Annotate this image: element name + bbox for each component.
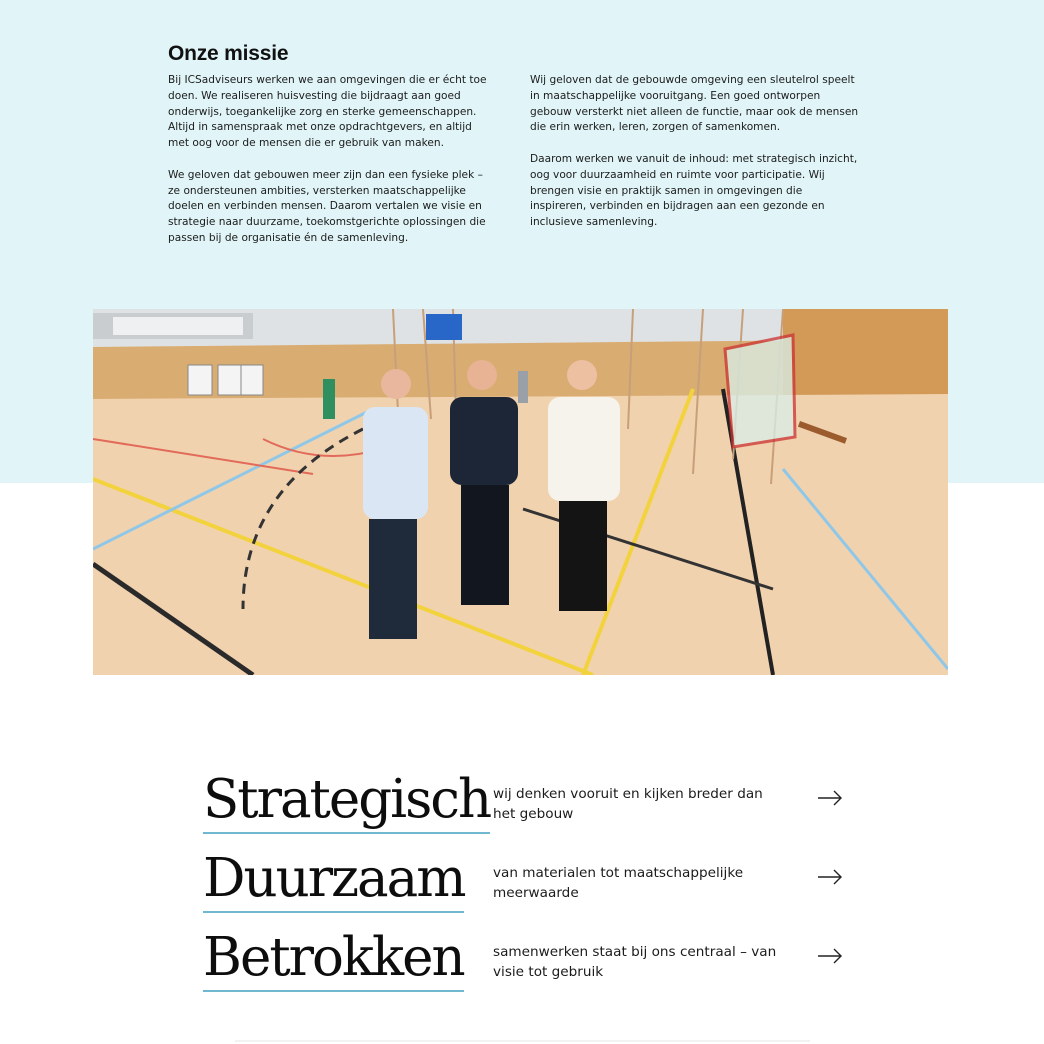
value-row-betrokken[interactable] (203, 928, 848, 998)
arrow-right-icon[interactable] (817, 869, 843, 885)
mission-heading: Onze missie (168, 42, 289, 65)
mission-paragraph: Wij geloven dat de gebouwde omgeving een sleutelrol speelt in maatschappelijke vooruitgang. Een goed ontworpen gebouw versterkt niet alleen de functie, maar ook de mensen die erin werken, leren, zorgen of samenkomen. (530, 74, 859, 134)
bottom-divider (235, 1040, 810, 1042)
arrow-right-icon[interactable] (817, 948, 843, 964)
mission-paragraph: Daarom werken we vanuit de inhoud: met strategisch inzicht, oog voor duurzaamheid en ruimte voor participatie. Wij brengen visie en praktijk samen in omgevingen die inspireren, verbinden en bijdragen aan een gezonde en inclusieve samenleving. (530, 152, 858, 229)
value-description: van materialen tot maatschappelijke meerwaarde (493, 865, 744, 901)
value-row-strategisch[interactable] (203, 770, 848, 840)
value-description: wij denken vooruit en kijken breder dan het gebouw (493, 786, 763, 822)
value-word: Betrokken (203, 928, 464, 992)
mission-text-right (530, 73, 860, 247)
value-word: Duurzaam (203, 849, 464, 913)
mission-text-left (168, 73, 493, 263)
value-word: Strategisch (203, 770, 490, 834)
value-description: samenwerken staat bij ons centraal – van visie tot gebruik (493, 944, 777, 980)
value-row-duurzaam[interactable] (203, 849, 848, 919)
mission-paragraph: We geloven dat gebouwen meer zijn dan een fysieke plek – ze ondersteunen ambities, versterken maatschappelijke doelen en verbinden mensen. Daarom vertalen we visie en strategie naar duurzame, toekomstgerichte oplossingen die passen bij de organisatie én de samenleving. (168, 168, 486, 244)
mission-paragraph: Bij ICSadviseurs werken we aan omgevingen die er écht toe doen. We realiseren huisvesting die bijdraagt aan goed onderwijs, toegankelijke zorg en sterke gemeenschappen. Altijd in samenspraak met onze opdrachtgevers, en altijd met oog voor de mensen die er gebruik van maken. (168, 74, 487, 150)
sports-hall-photo (93, 309, 948, 675)
arrow-right-icon[interactable] (817, 790, 843, 806)
